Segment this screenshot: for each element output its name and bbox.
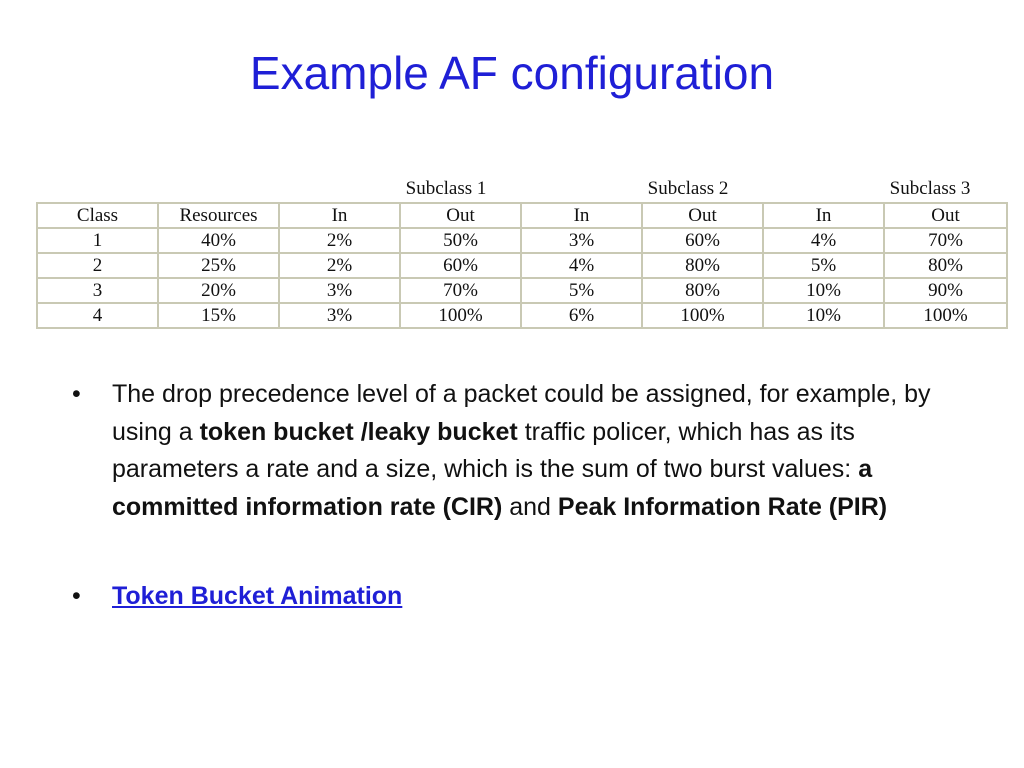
bullet-dot-icon: • <box>72 582 81 610</box>
table-cell: 70% <box>400 278 521 303</box>
col-header-resources: Resources <box>158 203 279 228</box>
bullet-item-link <box>72 578 952 616</box>
col-header-subclass3-in: In <box>763 203 884 228</box>
table-cell: 5% <box>763 253 884 278</box>
table-row <box>37 278 1007 303</box>
table-cell: 3 <box>37 278 158 303</box>
table-cell: 40% <box>158 228 279 253</box>
table-cell: 3% <box>521 228 642 253</box>
table-row <box>37 228 1007 253</box>
table-cell: 15% <box>158 303 279 328</box>
table-cell: 90% <box>884 278 1007 303</box>
col-header-subclass2-out: Out <box>642 203 763 228</box>
bullet-item-description <box>72 376 952 526</box>
table-cell: 2% <box>279 228 400 253</box>
table-cell: 80% <box>884 253 1007 278</box>
table-cell: 5% <box>521 278 642 303</box>
bullet-bold-pir: Peak Information Rate (PIR) <box>557 492 888 521</box>
slide-title: Example AF configuration <box>249 47 775 99</box>
bullet-list <box>72 376 952 616</box>
column-header-row <box>37 203 1007 228</box>
bullet-bold-cir: a committed information rate (CIR) <box>112 455 873 521</box>
table-cell: 6% <box>521 303 642 328</box>
bullet-text: traffic policer, which has as its parameters a rate and a size, which is the sum of two burst values: <box>112 417 859 483</box>
table-row <box>37 303 1007 328</box>
token-bucket-animation-link[interactable]: Token Bucket Animation <box>112 582 403 610</box>
table-cell: 3% <box>279 278 400 303</box>
table-cell: 2 <box>37 253 158 278</box>
col-header-class: Class <box>37 203 158 228</box>
table-cell: 4% <box>521 253 642 278</box>
table-cell: 70% <box>884 228 1007 253</box>
table-cell: 25% <box>158 253 279 278</box>
table-cell: 80% <box>642 253 763 278</box>
subclass-header-row <box>36 176 1006 202</box>
data-table <box>36 202 1008 329</box>
col-header-subclass3-out: Out <box>884 203 1007 228</box>
table-cell: 2% <box>279 253 400 278</box>
table-cell: 10% <box>763 278 884 303</box>
subclass-2-header: Subclass 2 <box>647 178 729 199</box>
subclass-3-header: Subclass 3 <box>889 178 971 199</box>
table-cell: 100% <box>884 303 1007 328</box>
table-cell: 100% <box>642 303 763 328</box>
subclass-1-header: Subclass 1 <box>405 178 487 199</box>
table-cell: 3% <box>279 303 400 328</box>
bullet-text: and <box>502 492 558 521</box>
col-header-subclass1-out: Out <box>400 203 521 228</box>
table-cell: 10% <box>763 303 884 328</box>
bullet-dot-icon: • <box>72 380 81 408</box>
af-config-table <box>36 176 1006 329</box>
table-cell: 80% <box>642 278 763 303</box>
bullet-bold-token-bucket: token bucket /leaky bucket <box>199 417 518 446</box>
table-cell: 100% <box>400 303 521 328</box>
bullet-text: The drop precedence level of a packet could be assigned, for example, by using a <box>112 380 931 446</box>
table-cell: 4% <box>763 228 884 253</box>
table-cell: 60% <box>642 228 763 253</box>
table-cell: 20% <box>158 278 279 303</box>
table-cell: 60% <box>400 253 521 278</box>
table-cell: 1 <box>37 228 158 253</box>
table-cell: 4 <box>37 303 158 328</box>
col-header-subclass2-in: In <box>521 203 642 228</box>
table-cell: 50% <box>400 228 521 253</box>
table-row <box>37 253 1007 278</box>
col-header-subclass1-in: In <box>279 203 400 228</box>
